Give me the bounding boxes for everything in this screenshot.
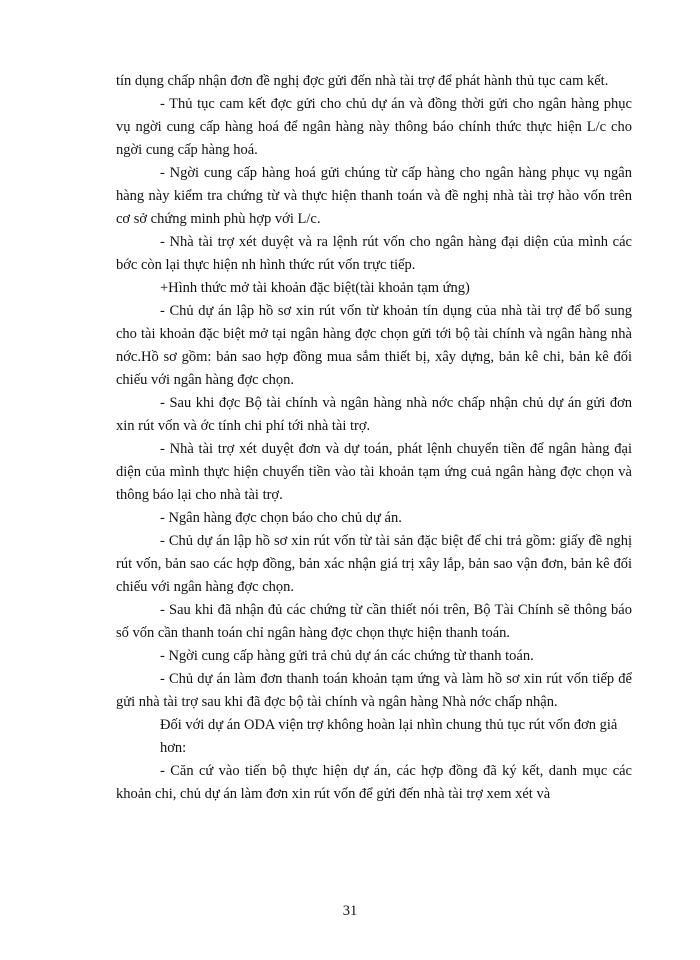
paragraph: - Sau khi đã nhận đủ các chứng từ cần thiết nói trên, Bộ Tài Chính sẽ thông báo số vốn cần thanh toán chỉ ngân hàng đợc chọn thực hiện thanh toán. — [116, 602, 632, 641]
paragraph: - Thủ tục cam kết đợc gửi cho chủ dự án và đồng thời gửi cho ngân hàng phục vụ ngời cung cấp hàng hoá để ngân hàng này thông báo chính thức thực hiện L/c cho ngời cung cấp hàng hoá. — [116, 96, 632, 158]
paragraph: Đối với dự án ODA viện trợ không hoàn lại nhìn chung thủ tục rút vốn đơn giả — [160, 717, 618, 733]
section-heading: +Hình thức mở tài khoản đặc biệt(tài khoản tạm ứng) — [160, 280, 470, 296]
paragraph: - Nhà tài trợ xét duyệt đơn và dự toán, phát lệnh chuyển tiền để ngân hàng đại diện của mình thực hiện chuyển tiền vào tài khoản tạm ứng cuả ngân hàng đợc chọn và thông báo lại cho nhà tài trợ. — [116, 441, 632, 503]
page-number: 31 — [342, 903, 358, 919]
paragraph: - Ngời cung cấp hàng gửi trả chủ dự án các chứng từ thanh toán. — [160, 648, 534, 664]
paragraph: - Chủ dự án làm đơn thanh toán khoản tạm ứng và làm hồ sơ xin rút vốn tiếp để gửi nhà tài trợ sau khi đã đợc bộ tài chính và ngân hàng Nhà nớc chấp nhận. — [116, 671, 632, 710]
paragraph: tín dụng chấp nhận đơn đề nghị đợc gửi đến nhà tài trợ để phát hành thủ tục cam kết. — [116, 73, 609, 89]
paragraph: hơn: — [160, 740, 187, 756]
paragraph: - Ngời cung cấp hàng hoá gửi chúng từ cấp hàng cho ngân hàng phục vụ ngân hàng này kiểm tra chứng từ và thực hiện thanh toán và đề nghị nhà tài trợ hào vốn trên cơ sở chứng minh phù hợp với L/c. — [116, 165, 632, 227]
paragraph: - Chủ dự án lập hồ sơ xin rút vốn từ tài sản đặc biệt để chi trả gồm: giấy đề nghị rút vốn, bản sao các hợp đồng, bản xác nhận giá trị xây lắp, bản sao vận đơn, bản kê đối chiếu với ngân hàng đợc chọn. — [116, 533, 632, 595]
paragraph: - Căn cứ vào tiến bộ thực hiện dự án, các hợp đồng đã ký kết, danh mục các khoản chi, chủ dự án làm đơn xin rút vốn để gửi đến nhà tài trợ xem xét và — [116, 763, 632, 802]
paragraph: - Ngân hàng đợc chọn báo cho chủ dự án. — [160, 510, 402, 526]
paragraph: - Chủ dự án lập hồ sơ xin rút vốn từ khoản tín dụng của nhà tài trợ để bổ sung cho tài khoản đặc biệt mở tại ngân hàng đợc chọn gửi tới bộ tài chính và ngân hàng nhà nớc.Hồ sơ gồm: bản sao hợp đồng mua sắm thiết bị, xây dựng, bản kê chi, bản kê đối chiếu với ngân hàng đợc chọn. — [116, 303, 632, 388]
paragraph: - Sau khi đợc Bộ tài chính và ngân hàng nhà nớc chấp nhận chủ dự án gửi đơn xin rút vốn và ớc tính chi phí tới nhà tài trợ. — [116, 395, 632, 434]
document-body — [116, 70, 632, 806]
paragraph: - Nhà tài trợ xét duyệt và ra lệnh rút vốn cho ngân hàng đại diện của mình các bớc còn lại thực hiện nh hình thức rút vốn trực tiếp. — [116, 234, 632, 273]
